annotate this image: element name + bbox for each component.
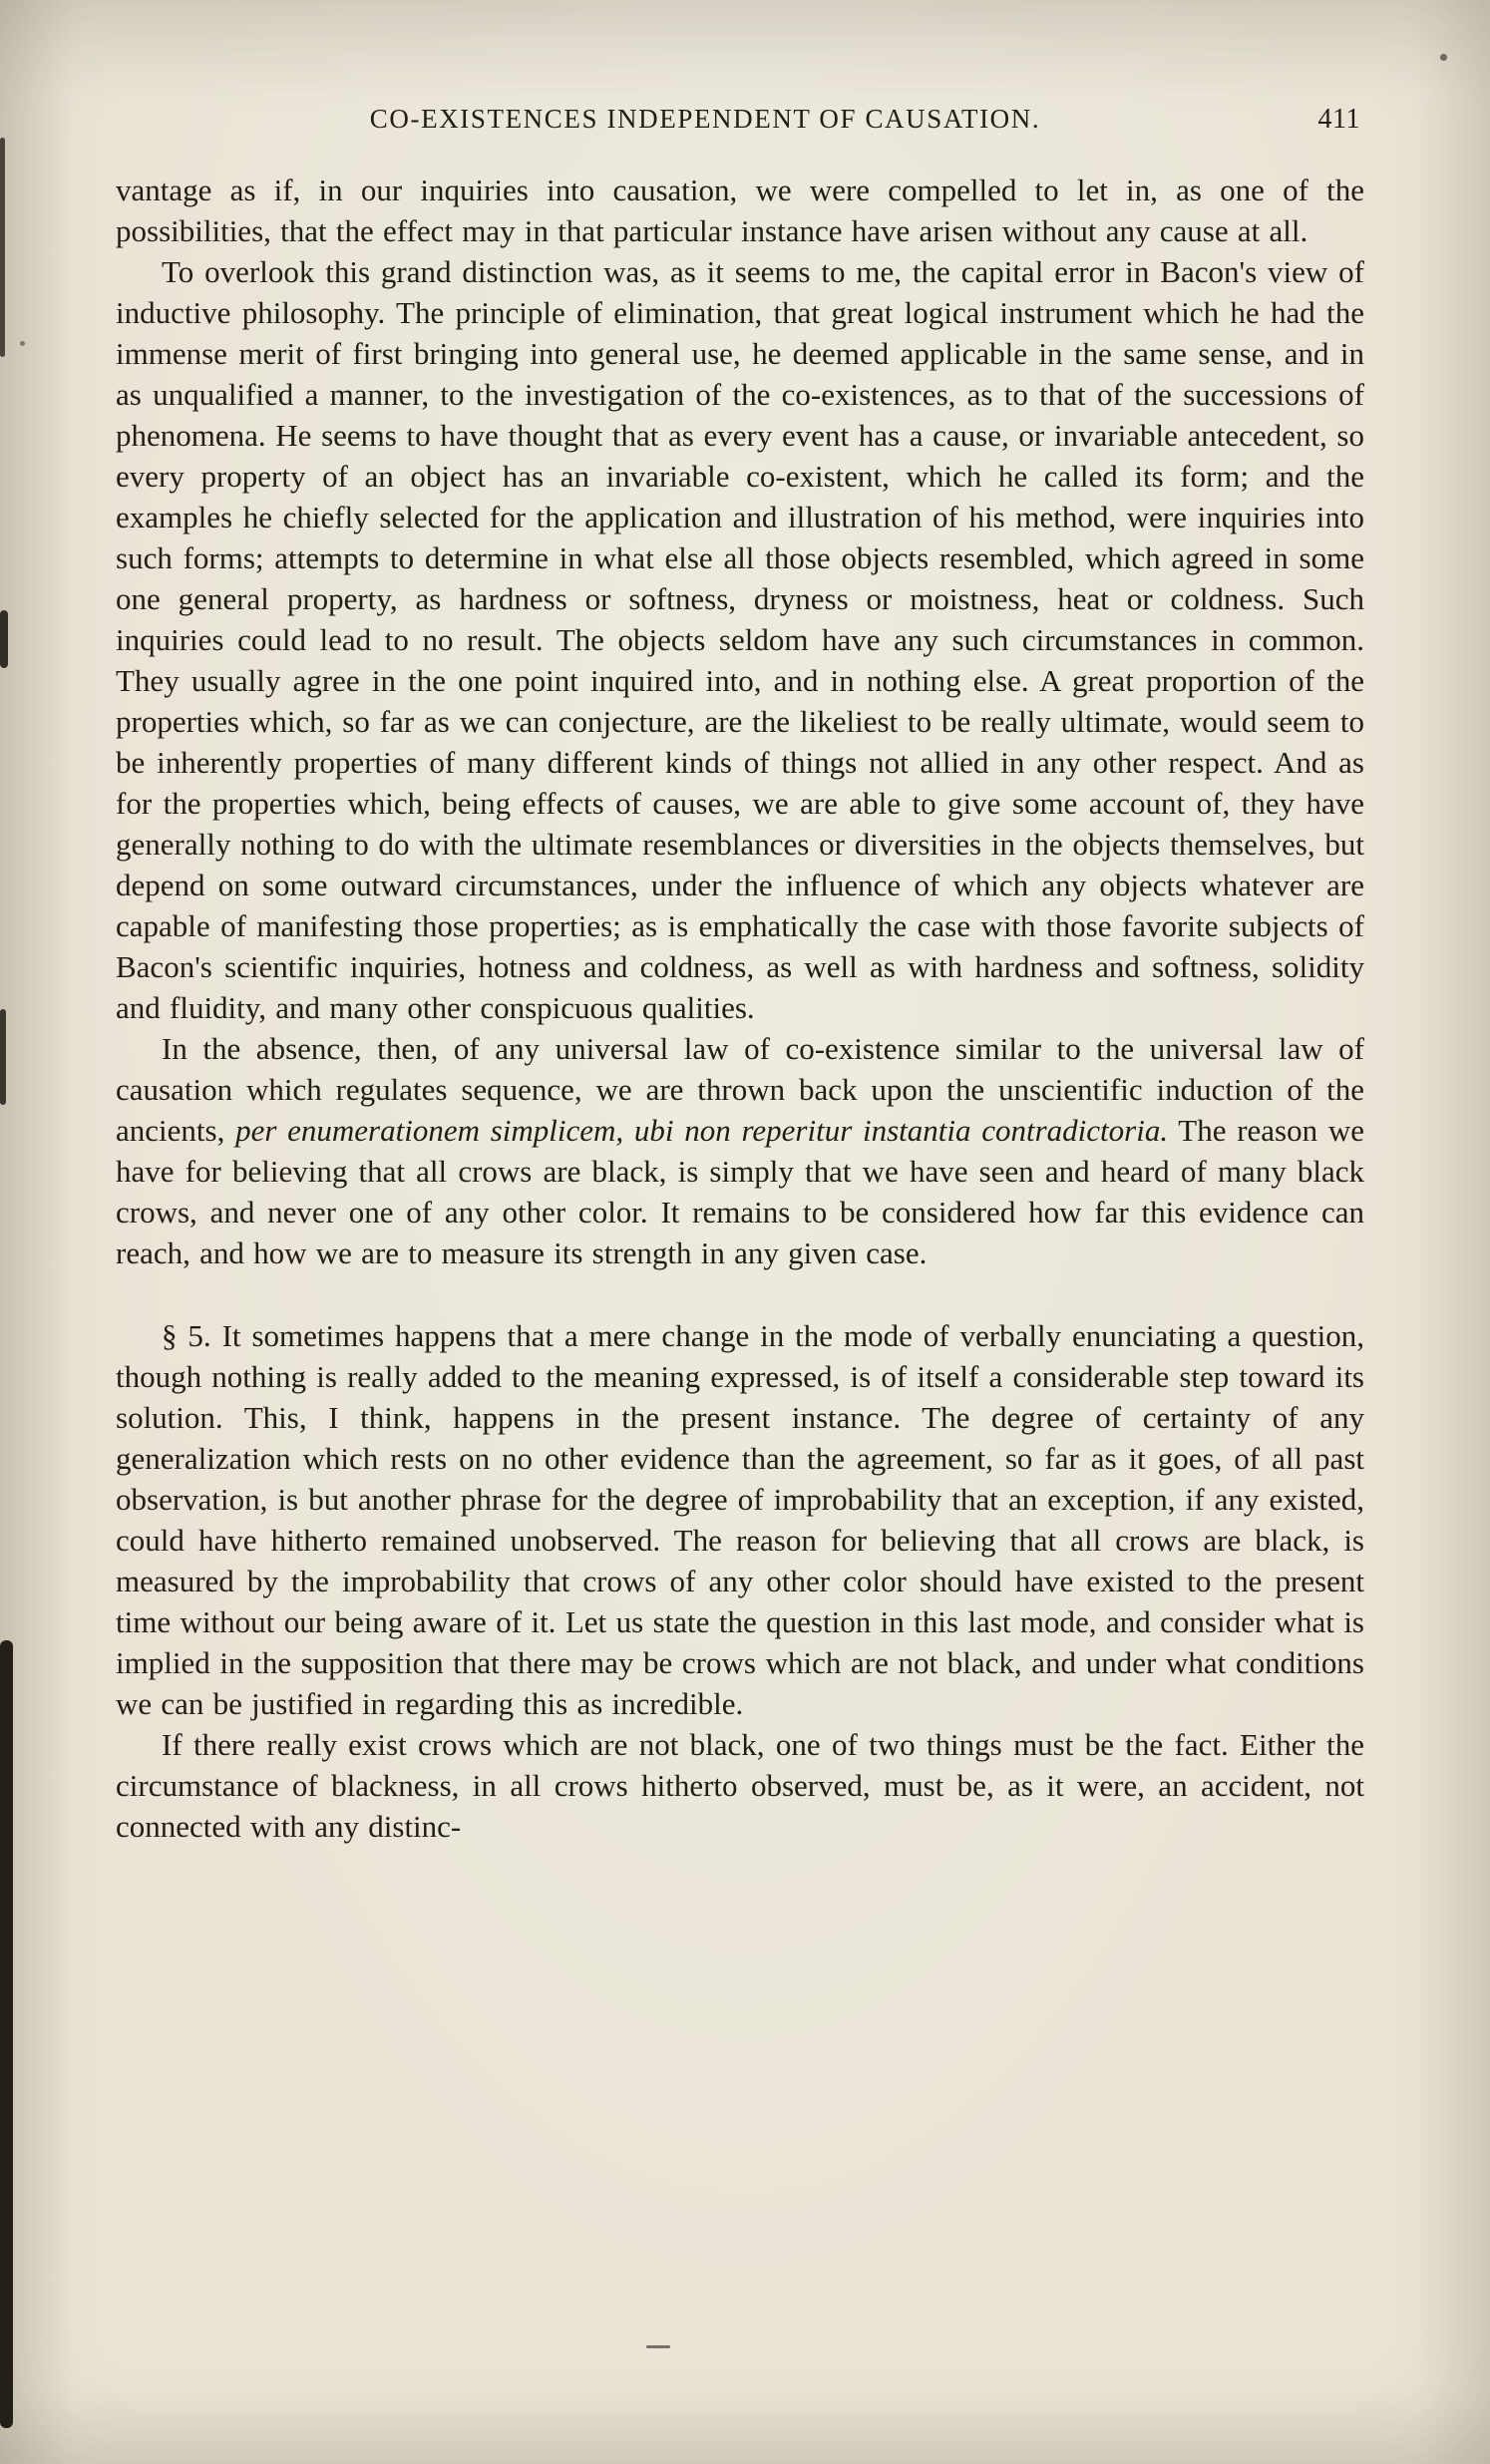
paragraph-continuation: [116, 170, 1364, 251]
page-body-text: [116, 170, 1364, 1847]
paragraph-section-5: [116, 1315, 1364, 1724]
paragraph-text: The reason we have for believing that all crows are black, is simply that we have seen and heard of many black crows, and never one of any other color. It remains to be considered how far this evidence can reach, and how we are to measure its strength in any given case.: [116, 1113, 1365, 1270]
page-number: 411: [1317, 104, 1360, 135]
paragraph-crows: [116, 1724, 1364, 1847]
paragraph-enumeration: [116, 1028, 1364, 1273]
paragraph-text: § 5. It sometimes happens that a mere change in the mode of verbally enunciating a question, though nothing is really added to the meaning expressed, is of itself a considerable step toward its solution. This, I think, happens in the present instance. The degree of certainty of any generalization which rests on no other evidence than the agreement, so far as it goes, of all past observation, is but another phrase for the degree of improbability that an exception, if any existed, could have hitherto remained unobserved. The reason for believing that all crows are black, is measured by the improbability that crows of any other color should have existed to the present time without our being aware of it. Let us state the question in this last mode, and consider what is implied in the supposition that there may be crows which are not black, and under what conditions we can be justified in regarding this as incredible.: [116, 1318, 1364, 1721]
latin-phrase: per enumerationem simplicem, ubi non reperitur instantia contradictoria.: [235, 1113, 1169, 1148]
scan-artifact-blob-upper: [0, 610, 8, 668]
scan-artifact-speck-top: [1440, 54, 1447, 61]
scan-artifact-streak-top: [0, 138, 5, 357]
paragraph-text: If there really exist crows which are not black, one of two things must be the fact. Either the circumstance of blackness, in all crows hitherto observed, must be, as it were, an accident, not connected with any distinc-: [116, 1727, 1364, 1844]
scan-artifact-speck-left: [20, 341, 25, 346]
paragraph-bacon-critique: [116, 251, 1364, 1028]
page-content: [116, 104, 1364, 1847]
running-header-title: CO-EXISTENCES INDEPENDENT OF CAUSATION.: [369, 104, 1041, 134]
scan-artifact-dash-lower: [646, 2345, 670, 2348]
paragraph-text: To overlook this grand distinction was, as it seems to me, the capital error in Bacon's view of inductive philosophy. The principle of elimination, that great logical instrument which he had the immense merit of first bringing into general use, he deemed applicable in the same sense, and in as unqualified a manner, to the investigation of the co-existences, as to that of the successions of phenomena. He seems to have thought that as every event has a cause, or invariable antecedent, so every property of an object has an invariable co-existent, which he called its form; and the examples he chiefly selected for the application and illustration of his method, were inquiries into such forms; attempts to determine in what else all those objects resembled, which agreed in some one general property, as hardness or softness, dryness or moistness, heat or coldness. Such inquiries could lead to no result. The objects seldom have any such circumstances in common. They usually agree in the one point inquired into, and in nothing else. A great proportion of the properties which, so far as we can conjecture, are the likeliest to be really ultimate, would seem to be inherently properties of many different kinds of things not allied in any other respect. And as for the properties which, being effects of causes, we are able to give some account of, they have generally nothing to do with the ultimate resemblances or diversities in the objects themselves, but depend on some outward circumstances, under the influence of which any objects whatever are capable of manifesting those properties; as is emphatically the case with those favorite subjects of Bacon's scientific inquiries, hotness and coldness, as well as with hardness and softness, solidity and fluidity, and many other conspicuous qualities.: [116, 254, 1364, 1025]
paragraph-text: In the absence, then, of any universal law of co-existence similar to the universal law of causation which regulates sequence, we are thrown back upon the unscientific induction of the ancients,: [116, 1031, 1364, 1148]
scan-artifact-bar-lower: [0, 1640, 13, 2428]
scan-artifact-streak-middle: [0, 1009, 6, 1105]
paragraph-text: vantage as if, in our inquiries into causation, we were compelled to let in, as one of the possibilities, that the effect may in that particular instance have arisen without any cause at all.: [116, 173, 1364, 248]
running-header: [116, 104, 1364, 146]
